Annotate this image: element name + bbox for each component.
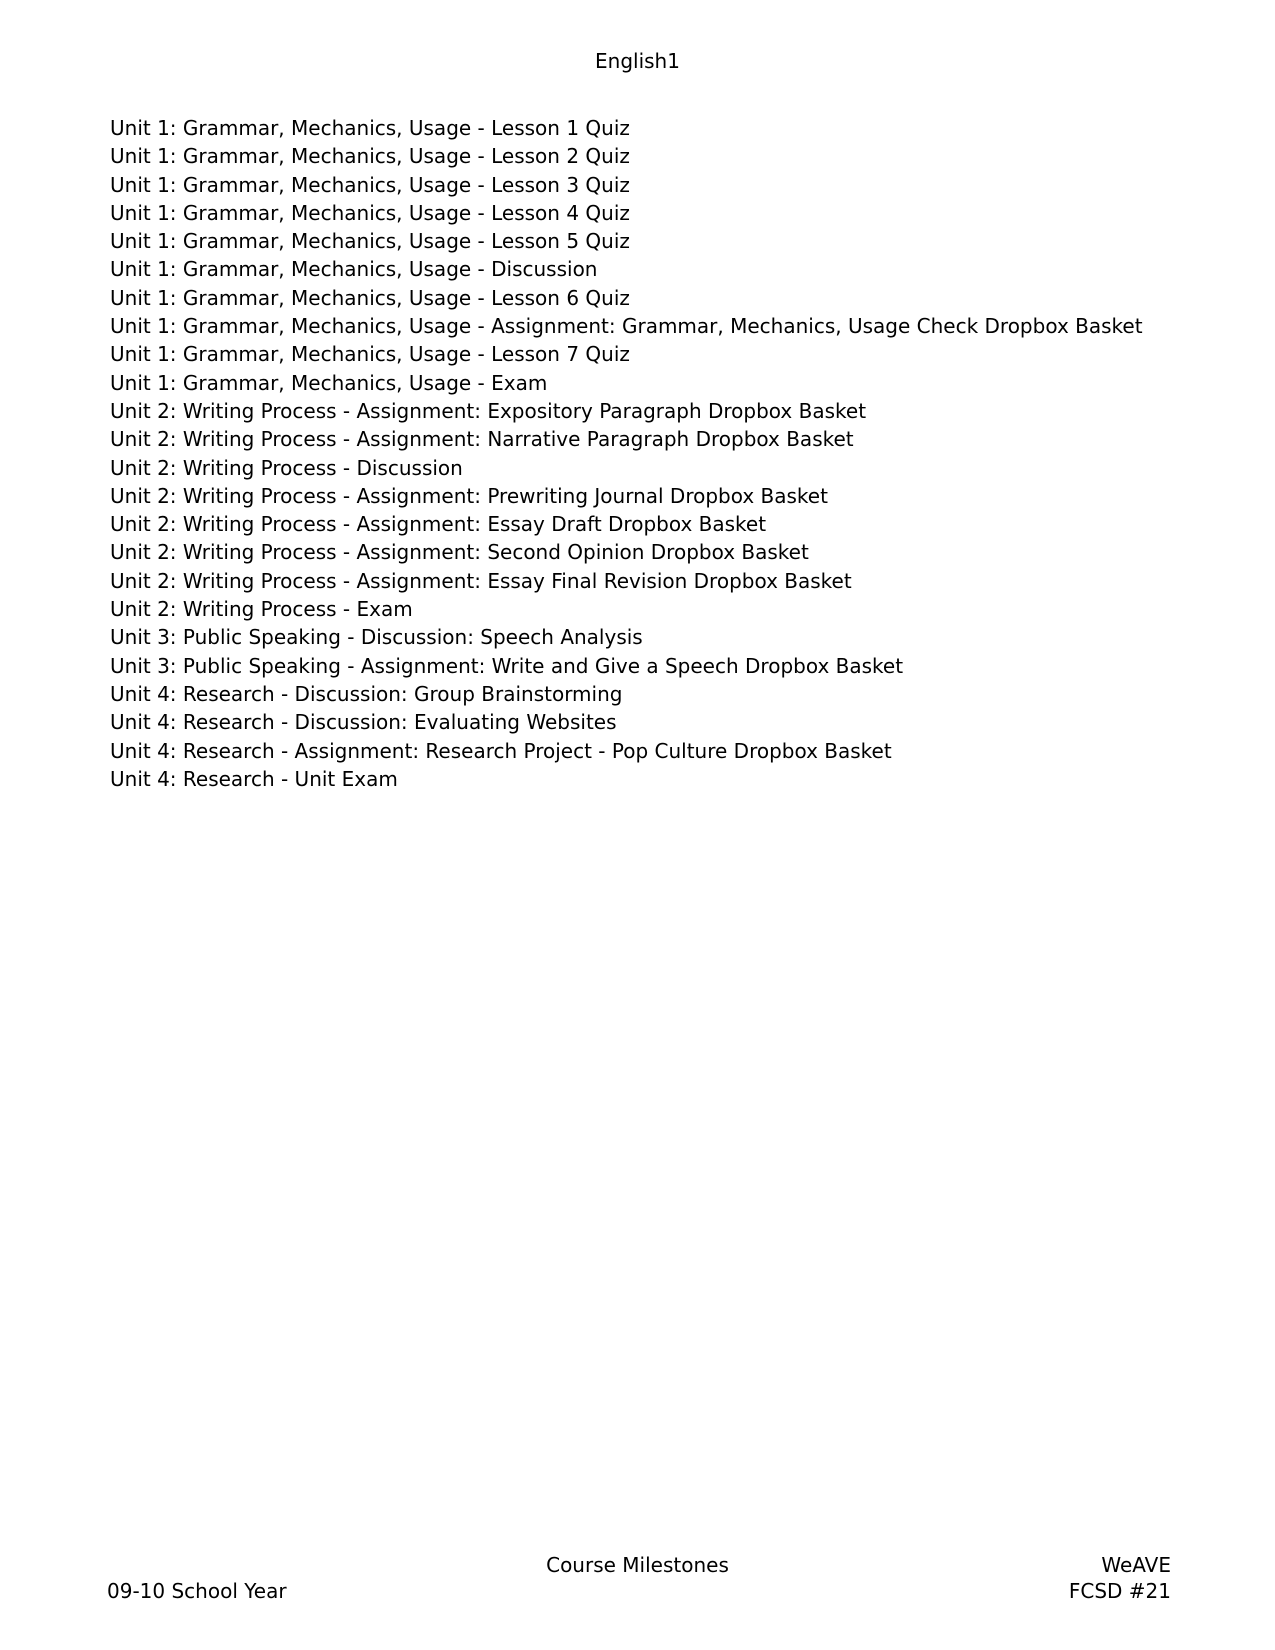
footer-weave-label: WeAVE	[1101, 1553, 1171, 1577]
footer-organization	[1069, 1552, 1171, 1604]
milestone-item: Unit 2: Writing Process - Assignment: Essay Final Revision Dropbox Basket	[110, 568, 852, 593]
milestone-item: Unit 4: Research - Discussion: Group Brainstorming	[110, 681, 623, 706]
milestone-item: Unit 1: Grammar, Mechanics, Usage - Discussion	[110, 257, 598, 282]
milestone-item: Unit 4: Research - Unit Exam	[110, 766, 398, 791]
milestone-item: Unit 1: Grammar, Mechanics, Usage - Lesson 6 Quiz	[110, 285, 630, 310]
milestone-item: Unit 1: Grammar, Mechanics, Usage - Lesson 1 Quiz	[110, 116, 630, 140]
milestone-item: Unit 1: Grammar, Mechanics, Usage - Lesson 4 Quiz	[110, 200, 630, 225]
milestone-item: Unit 1: Grammar, Mechanics, Usage - Lesson 3 Quiz	[110, 172, 630, 197]
milestone-item: Unit 1: Grammar, Mechanics, Usage - Lesson 2 Quiz	[110, 144, 630, 169]
milestone-item: Unit 2: Writing Process - Assignment: Expository Paragraph Dropbox Basket	[110, 398, 867, 423]
milestone-item: Unit 1: Grammar, Mechanics, Usage - Lesson 7 Quiz	[110, 342, 630, 367]
milestone-item: Unit 1: Grammar, Mechanics, Usage - Exam	[110, 370, 548, 395]
milestone-item: Unit 3: Public Speaking - Assignment: Write and Give a Speech Dropbox Basket	[110, 653, 904, 678]
milestone-item: Unit 4: Research - Assignment: Research Project - Pop Culture Dropbox Basket	[110, 738, 892, 763]
milestone-item: Unit 2: Writing Process - Assignment: Prewriting Journal Dropbox Basket	[110, 483, 828, 508]
milestone-item: Unit 3: Public Speaking - Discussion: Speech Analysis	[110, 625, 643, 650]
milestone-item: Unit 2: Writing Process - Assignment: Second Opinion Dropbox Basket	[110, 540, 809, 565]
milestone-list	[110, 114, 1210, 793]
footer-course-milestones: Course Milestones	[546, 1553, 729, 1577]
milestone-item: Unit 2: Writing Process - Exam	[110, 597, 413, 622]
milestone-item: Unit 4: Research - Discussion: Evaluating Websites	[110, 710, 617, 735]
page-title: English1	[595, 49, 680, 73]
milestone-item: Unit 1: Grammar, Mechanics, Usage - Assignment: Grammar, Mechanics, Usage Check Dropbox Basket	[110, 314, 1143, 339]
milestone-item: Unit 2: Writing Process - Discussion	[110, 455, 463, 480]
milestone-item: Unit 2: Writing Process - Assignment: Essay Draft Dropbox Basket	[110, 512, 767, 537]
milestone-item: Unit 1: Grammar, Mechanics, Usage - Lesson 5 Quiz	[110, 229, 630, 254]
footer-district-label: FCSD #21	[1068, 1579, 1171, 1603]
footer-school-year: 09-10 School Year	[107, 1579, 287, 1603]
milestone-item: Unit 2: Writing Process - Assignment: Narrative Paragraph Dropbox Basket	[110, 427, 854, 452]
